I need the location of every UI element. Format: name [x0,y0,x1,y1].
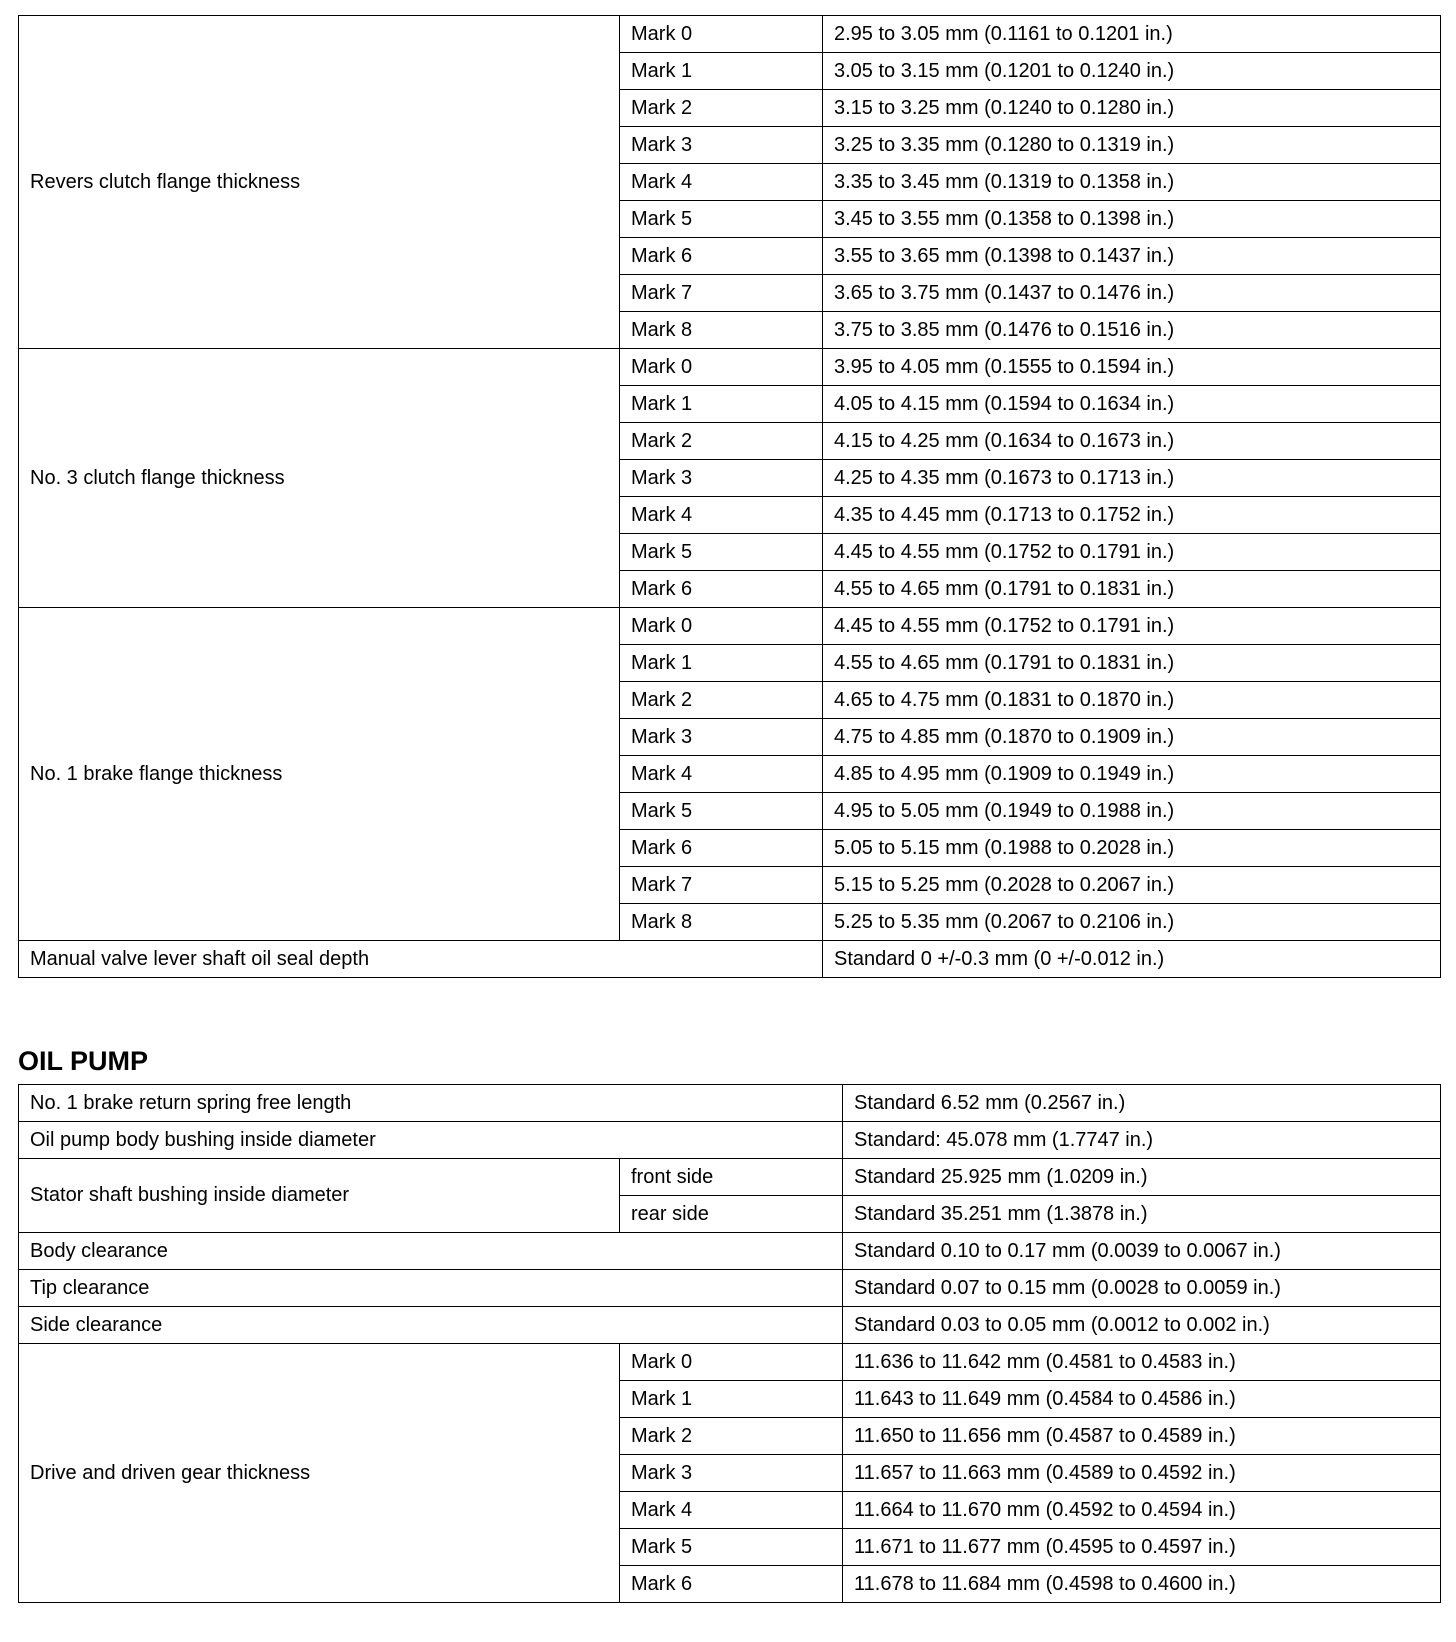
spec-value: 4.45 to 4.55 mm (0.1752 to 0.1791 in.) [823,534,1441,571]
spec-value: 3.55 to 3.65 mm (0.1398 to 0.1437 in.) [823,238,1441,275]
spec-value: 11.650 to 11.656 mm (0.4587 to 0.4589 in.) [843,1418,1441,1455]
oil-pump-spec-table [18,1084,1441,1603]
spec-value: 11.678 to 11.684 mm (0.4598 to 0.4600 in.) [843,1566,1441,1603]
spec-condition: Mark 7 [620,275,823,312]
spec-value: Standard: 45.078 mm (1.7747 in.) [843,1122,1441,1159]
spec-condition: Mark 2 [620,1418,843,1455]
spec-label: Drive and driven gear thickness [19,1344,620,1603]
spec-value: 11.664 to 11.670 mm (0.4592 to 0.4594 in.) [843,1492,1441,1529]
spec-value: 5.25 to 5.35 mm (0.2067 to 0.2106 in.) [823,904,1441,941]
table-row [19,941,1441,978]
spec-label: Side clearance [19,1307,843,1344]
spec-value: 3.25 to 3.35 mm (0.1280 to 0.1319 in.) [823,127,1441,164]
spec-value: 11.671 to 11.677 mm (0.4595 to 0.4597 in.) [843,1529,1441,1566]
spec-value: 4.15 to 4.25 mm (0.1634 to 0.1673 in.) [823,423,1441,460]
spec-condition: Mark 6 [620,238,823,275]
spec-label: Revers clutch flange thickness [19,16,620,349]
spec-condition: Mark 5 [620,201,823,238]
spec-value: 3.15 to 3.25 mm (0.1240 to 0.1280 in.) [823,90,1441,127]
spec-value: 3.45 to 3.55 mm (0.1358 to 0.1398 in.) [823,201,1441,238]
spec-value: 4.35 to 4.45 mm (0.1713 to 0.1752 in.) [823,497,1441,534]
table-row [19,1307,1441,1344]
table-row [19,1233,1441,1270]
table-row [19,1085,1441,1122]
spec-value: 3.65 to 3.75 mm (0.1437 to 0.1476 in.) [823,275,1441,312]
spec-value: 4.75 to 4.85 mm (0.1870 to 0.1909 in.) [823,719,1441,756]
spec-condition: Mark 1 [620,1381,843,1418]
table-row [19,349,1441,386]
spec-condition: Mark 0 [620,16,823,53]
spec-condition: Mark 3 [620,719,823,756]
spec-value: 3.35 to 3.45 mm (0.1319 to 0.1358 in.) [823,164,1441,201]
spec-value: 3.75 to 3.85 mm (0.1476 to 0.1516 in.) [823,312,1441,349]
spec-value: 4.05 to 4.15 mm (0.1594 to 0.1634 in.) [823,386,1441,423]
spec-condition: Mark 2 [620,90,823,127]
spec-condition: Mark 1 [620,386,823,423]
spec-value: 4.65 to 4.75 mm (0.1831 to 0.1870 in.) [823,682,1441,719]
spec-value: Standard 25.925 mm (1.0209 in.) [843,1159,1441,1196]
spec-value: Standard 0.10 to 0.17 mm (0.0039 to 0.0067 in.) [843,1233,1441,1270]
spec-value: 3.05 to 3.15 mm (0.1201 to 0.1240 in.) [823,53,1441,90]
spec-value: Standard 35.251 mm (1.3878 in.) [843,1196,1441,1233]
spec-condition: Mark 3 [620,1455,843,1492]
spec-value: 11.657 to 11.663 mm (0.4589 to 0.4592 in.) [843,1455,1441,1492]
spec-value: 5.05 to 5.15 mm (0.1988 to 0.2028 in.) [823,830,1441,867]
spec-value: 4.95 to 5.05 mm (0.1949 to 0.1988 in.) [823,793,1441,830]
spec-condition: Mark 8 [620,904,823,941]
oil-pump-heading: OIL PUMP [18,1046,149,1076]
spec-condition: Mark 6 [620,571,823,608]
spec-condition: Mark 4 [620,756,823,793]
spec-value: 11.643 to 11.649 mm (0.4584 to 0.4586 in.) [843,1381,1441,1418]
table-row [19,1159,1441,1196]
spec-label: Stator shaft bushing inside diameter [19,1159,620,1233]
spec-condition: Mark 6 [620,1566,843,1603]
spec-value: 2.95 to 3.05 mm (0.1161 to 0.1201 in.) [823,16,1441,53]
spec-value: Standard 0.07 to 0.15 mm (0.0028 to 0.0059 in.) [843,1270,1441,1307]
spec-value: 4.55 to 4.65 mm (0.1791 to 0.1831 in.) [823,645,1441,682]
spec-condition: front side [620,1159,843,1196]
spec-value: Standard 6.52 mm (0.2567 in.) [843,1085,1441,1122]
spec-condition: Mark 7 [620,867,823,904]
spec-condition: Mark 3 [620,127,823,164]
spec-label: Tip clearance [19,1270,843,1307]
spec-label: Body clearance [19,1233,843,1270]
spec-value: 4.85 to 4.95 mm (0.1909 to 0.1949 in.) [823,756,1441,793]
spec-condition: rear side [620,1196,843,1233]
spec-condition: Mark 0 [620,608,823,645]
spec-value: 4.25 to 4.35 mm (0.1673 to 0.1713 in.) [823,460,1441,497]
spec-condition: Mark 4 [620,1492,843,1529]
table-row [19,1344,1441,1381]
spec-condition: Mark 1 [620,53,823,90]
spec-condition: Mark 5 [620,1529,843,1566]
spec-label: No. 1 brake return spring free length [19,1085,843,1122]
spec-condition: Mark 6 [620,830,823,867]
spec-value: 5.15 to 5.25 mm (0.2028 to 0.2067 in.) [823,867,1441,904]
table-row [19,1270,1441,1307]
spec-condition: Mark 0 [620,1344,843,1381]
table-row [19,608,1441,645]
spec-condition: Mark 2 [620,423,823,460]
spec-label: Manual valve lever shaft oil seal depth [19,941,823,978]
spec-value: 4.55 to 4.65 mm (0.1791 to 0.1831 in.) [823,571,1441,608]
spec-condition: Mark 3 [620,460,823,497]
spec-label: No. 1 brake flange thickness [19,608,620,941]
table-row [19,1122,1441,1159]
spec-condition: Mark 4 [620,164,823,201]
spec-value: 11.636 to 11.642 mm (0.4581 to 0.4583 in.) [843,1344,1441,1381]
spec-condition: Mark 0 [620,349,823,386]
spec-condition: Mark 5 [620,534,823,571]
spec-value: Standard 0.03 to 0.05 mm (0.0012 to 0.002 in.) [843,1307,1441,1344]
spec-condition: Mark 4 [620,497,823,534]
spec-value: 3.95 to 4.05 mm (0.1555 to 0.1594 in.) [823,349,1441,386]
spec-condition: Mark 5 [620,793,823,830]
spec-condition: Mark 2 [620,682,823,719]
spec-label: No. 3 clutch flange thickness [19,349,620,608]
transmission-spec-table [18,15,1441,978]
spec-value: Standard 0 +/-0.3 mm (0 +/-0.012 in.) [823,941,1441,978]
spec-value: 4.45 to 4.55 mm (0.1752 to 0.1791 in.) [823,608,1441,645]
table-row [19,16,1441,53]
spec-condition: Mark 1 [620,645,823,682]
spec-label: Oil pump body bushing inside diameter [19,1122,843,1159]
spec-condition: Mark 8 [620,312,823,349]
